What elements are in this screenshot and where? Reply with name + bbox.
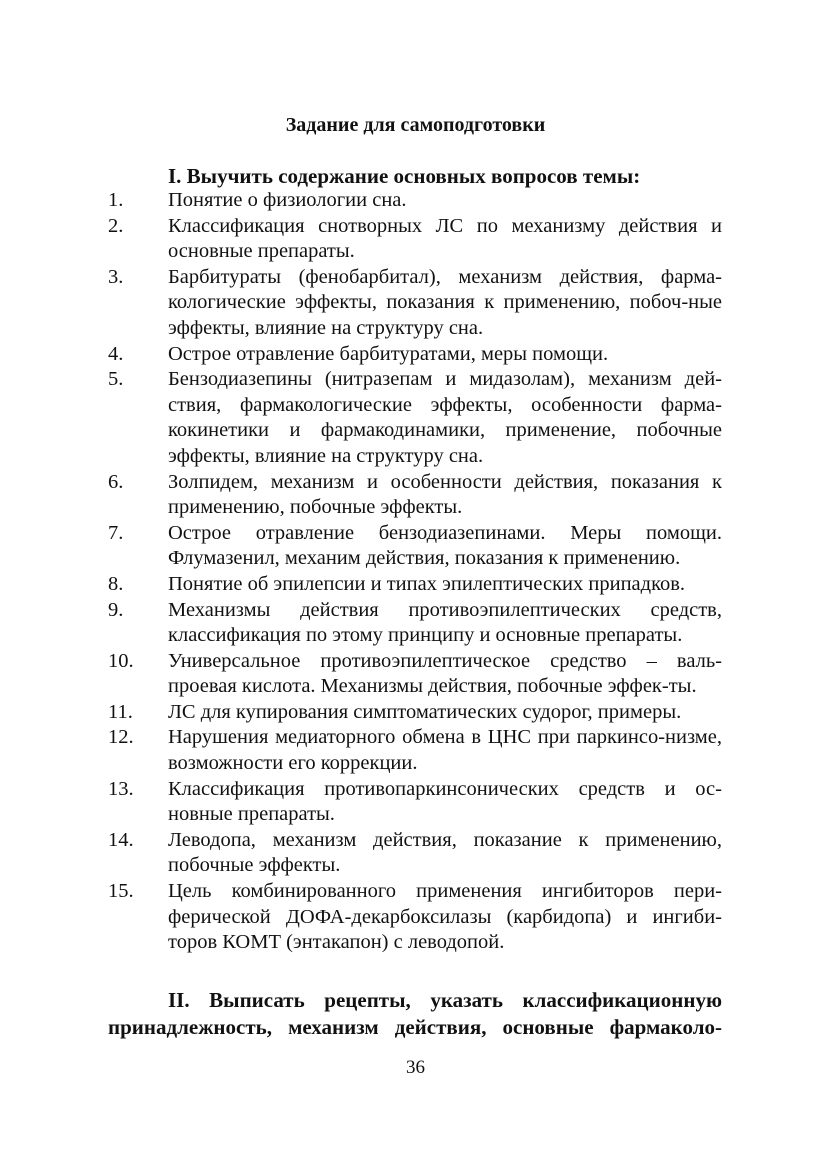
- list-item: [108, 598, 722, 649]
- list-item: [108, 777, 722, 828]
- list-item-number: 11.: [108, 700, 133, 723]
- list-item: [108, 700, 722, 726]
- list-item-number: 14.: [108, 828, 134, 851]
- list-item: [108, 649, 722, 700]
- list-item-number: 4.: [108, 342, 124, 365]
- list-item-text: Классификация противопаркинсонических средств и ос-новные препараты.: [168, 777, 722, 826]
- list-item-number: 6.: [108, 470, 124, 493]
- page-number: 36: [406, 1057, 425, 1078]
- list-item-text: Бензодиазепины (нитразепам и мидазолам), механизм дей-ствия, фармакологические эффекты, особенности фарма-кокинетики и фармакодинамики, применение, побочные эффекты, влияние на структуру сна.: [168, 368, 722, 467]
- list-item-number: 13.: [108, 777, 134, 800]
- list-item-number: 12.: [108, 726, 134, 749]
- topic-list: [108, 188, 722, 956]
- list-item-text: ЛС для купирования симптоматических судорог, примеры.: [168, 700, 682, 723]
- list-item-text: Леводопа, механизм действия, показание к применению, побочные эффекты.: [168, 828, 722, 877]
- list-item-text: Универсальное противоэпилептическое средство – валь-проевая кислота. Механизмы действия, побочные эффек-ты.: [168, 649, 722, 698]
- list-item-text: Золпидем, механизм и особенности действия, показания к применению, побочные эффекты.: [168, 470, 722, 519]
- list-item-number: 7.: [108, 521, 124, 544]
- list-item-number: 1.: [108, 189, 124, 211]
- list-item-number: 2.: [108, 214, 124, 237]
- section-2-heading: II. Выписать рецепты, указать классификационную принадлежность, механизм действия, основные фармаколо-: [108, 988, 722, 1039]
- list-item-text: Механизмы действия противоэпилептических средств, классификация по этому принципу и основные препараты.: [168, 598, 722, 647]
- list-item: [108, 367, 722, 469]
- list-item-text: Понятие о физиологии сна.: [168, 189, 407, 211]
- list-item-text: Острое отравление бензодиазепинами. Меры помощи. Флумазенил, механим действия, показания к применению.: [168, 521, 722, 570]
- list-item: [108, 725, 722, 776]
- list-item-text: Классификация снотворных ЛС по механизму действия и основные препараты.: [168, 214, 722, 263]
- list-item-text: Нарушения медиаторного обмена в ЦНС при паркинсо-низме, возможности его коррекции.: [168, 726, 722, 775]
- list-item: [108, 214, 722, 265]
- list-item: [108, 342, 722, 368]
- list-item: [108, 828, 722, 879]
- list-item-text: Барбитураты (фенобарбитал), механизм действия, фарма-кологические эффекты, показания к применению, побоч-ные эффекты, влияние на структуру сна.: [168, 265, 722, 339]
- list-item: [108, 879, 722, 956]
- list-item-number: 9.: [108, 598, 124, 621]
- section-1-heading: I. Выучить содержание основных вопросов темы:: [168, 164, 641, 188]
- page-title: Задание для самоподготовки: [285, 114, 546, 136]
- list-item-number: 8.: [108, 572, 124, 595]
- list-item-text: Понятие об эпилепсии и типах эпилептических припадков.: [168, 572, 686, 595]
- list-item-text: Цель комбинированного применения ингибиторов пери-ферической ДОФА-декарбоксилазы (карбидопа) и ингиби-торов КОМТ (энтакапон) с леводопой.: [168, 880, 722, 954]
- list-item: [108, 188, 722, 214]
- list-item-number: 3.: [108, 265, 124, 288]
- list-item: [108, 265, 722, 342]
- list-item-number: 10.: [108, 649, 134, 672]
- list-item-number: 15.: [108, 880, 134, 903]
- list-item: [108, 470, 722, 521]
- list-item-text: Острое отравление барбитуратами, меры помощи.: [168, 342, 609, 365]
- list-item: [108, 521, 722, 572]
- list-item-number: 5.: [108, 368, 124, 391]
- list-item: [108, 572, 722, 598]
